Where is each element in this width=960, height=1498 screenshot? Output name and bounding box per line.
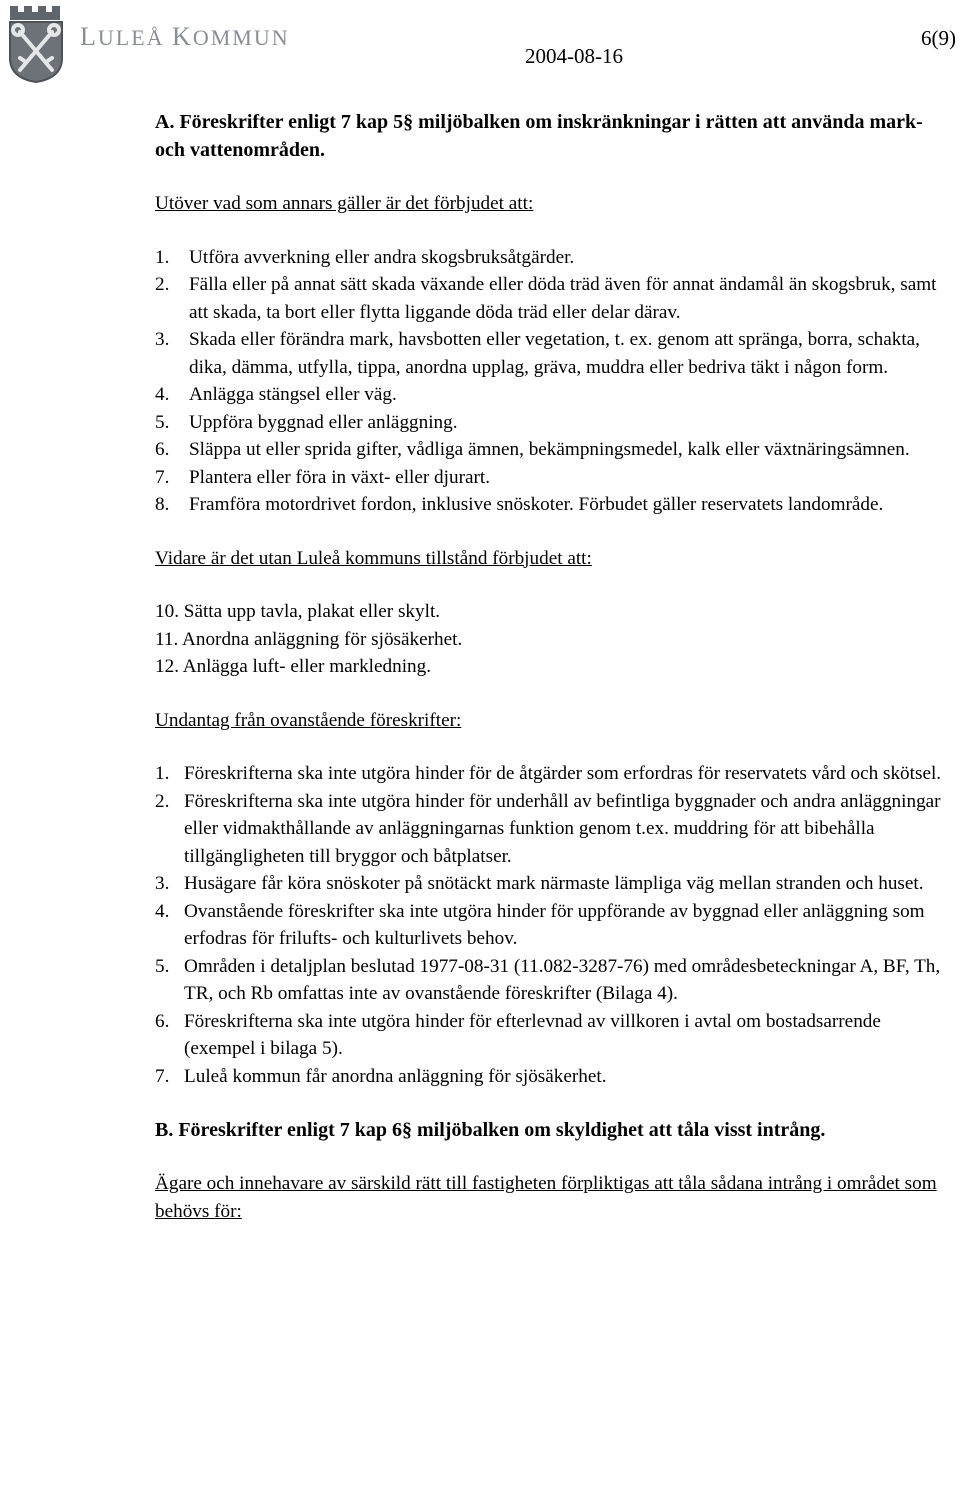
list-item: 7. Luleå kommun får anordna anläggning för sjösäkerhet. bbox=[155, 1065, 607, 1087]
list-item: 5. Uppföra byggnad eller anläggning. bbox=[155, 411, 458, 433]
permit-intro: Vidare är det utan Luleå kommuns tillstånd förbjudet att: bbox=[155, 547, 592, 569]
list-item: 7. Plantera eller föra in växt- eller djurart. bbox=[155, 466, 490, 488]
page-number: 6(9) bbox=[921, 26, 956, 50]
section-b-heading: B. Föreskrifter enligt 7 kap 6§ miljöbalken om skyldighet att tåla visst intrång. bbox=[155, 1119, 826, 1141]
list-item: 11. Anordna anläggning för sjösäkerhet. bbox=[155, 628, 463, 650]
list-item: 5. Områden i detaljplan beslutad 1977-08-31 (11.082-3287-76) med områdesbeteckningar A, BF, Th, TR, och Rb omfattas inte av ovanstående föreskrifter (Bilaga 4). bbox=[155, 955, 941, 1004]
list-item: 1. Föreskrifterna ska inte utgöra hinder för de åtgärder som erfordras för reservatets vård och skötsel. bbox=[155, 763, 942, 784]
list-item: 2. Fälla eller på annat sätt skada växande eller döda träd även för annat ändamål än skogsbruk, samt att skada, ta bort eller flytta liggande döda träd eller delar därav. bbox=[155, 274, 937, 323]
permit-list bbox=[155, 598, 945, 681]
exceptions-list bbox=[155, 760, 945, 1090]
exceptions-title: Undantag från ovanstående föreskrifter: bbox=[155, 709, 462, 731]
list-item: 12. Anlägga luft- eller markledning. bbox=[155, 656, 432, 677]
document-date: 2004-08-16 bbox=[525, 44, 623, 68]
list-item: 3. Husägare får köra snöskoter på snötäckt mark närmaste lämpliga väg mellan stranden och huset. bbox=[155, 873, 924, 894]
section-b-intro: Ägare och innehavare av särskild rätt till fastigheten förpliktigas att tåla sådana intrång i området som behövs för: bbox=[155, 1173, 937, 1222]
list-item: 3. Skada eller förändra mark, havsbotten eller vegetation, t. ex. genom att spränga, borra, schakta, dika, dämma, utfylla, tippa, anordna upplag, gräva, muddra eller bedriva täkt i någon form. bbox=[155, 329, 920, 378]
section-a-intro: Utöver vad som annars gäller är det förbjudet att: bbox=[155, 193, 534, 214]
document-body bbox=[155, 108, 945, 1225]
prohibitions-list bbox=[155, 244, 945, 519]
list-item: 10. Sätta upp tavla, plakat eller skylt. bbox=[155, 601, 441, 622]
list-item: 6. Föreskrifterna ska inte utgöra hinder för efterlevnad av villkoren i avtal om bostadsarrende (exempel i bilaga 5). bbox=[155, 1010, 881, 1059]
list-item: 8. Framföra motordrivet fordon, inklusive snöskoter. Förbudet gäller reservatets landområde. bbox=[155, 494, 884, 515]
list-item: 4. Anlägga stängsel eller väg. bbox=[155, 384, 397, 405]
section-a-heading: A. Föreskrifter enligt 7 kap 5§ miljöbalken om inskränkningar i rätten att använda mark- och vattenområden. bbox=[155, 111, 923, 161]
organization-name: LULEÅ KOMMUN bbox=[80, 22, 290, 51]
list-item: 2. Föreskrifterna ska inte utgöra hinder för underhåll av befintliga byggnader och andra anläggningar eller vidmakthållande av anläggningarnas funktion genom t.ex. muddring för att bibehålla tillgängligheten till bryggor och båtplatser. bbox=[155, 790, 941, 867]
list-item: 1. Utföra avverkning eller andra skogsbruksåtgärder. bbox=[155, 246, 575, 268]
lulea-coat-of-arms-icon bbox=[4, 4, 68, 84]
list-item: 6. Släppa ut eller sprida gifter, vådliga ämnen, bekämpningsmedel, kalk eller växtnäringsämnen. bbox=[155, 439, 910, 460]
list-item: 4. Ovanstående föreskrifter ska inte utgöra hinder för uppförande av byggnad eller anläggning som erfodras för frilufts- och kulturlivets behov. bbox=[155, 900, 925, 949]
